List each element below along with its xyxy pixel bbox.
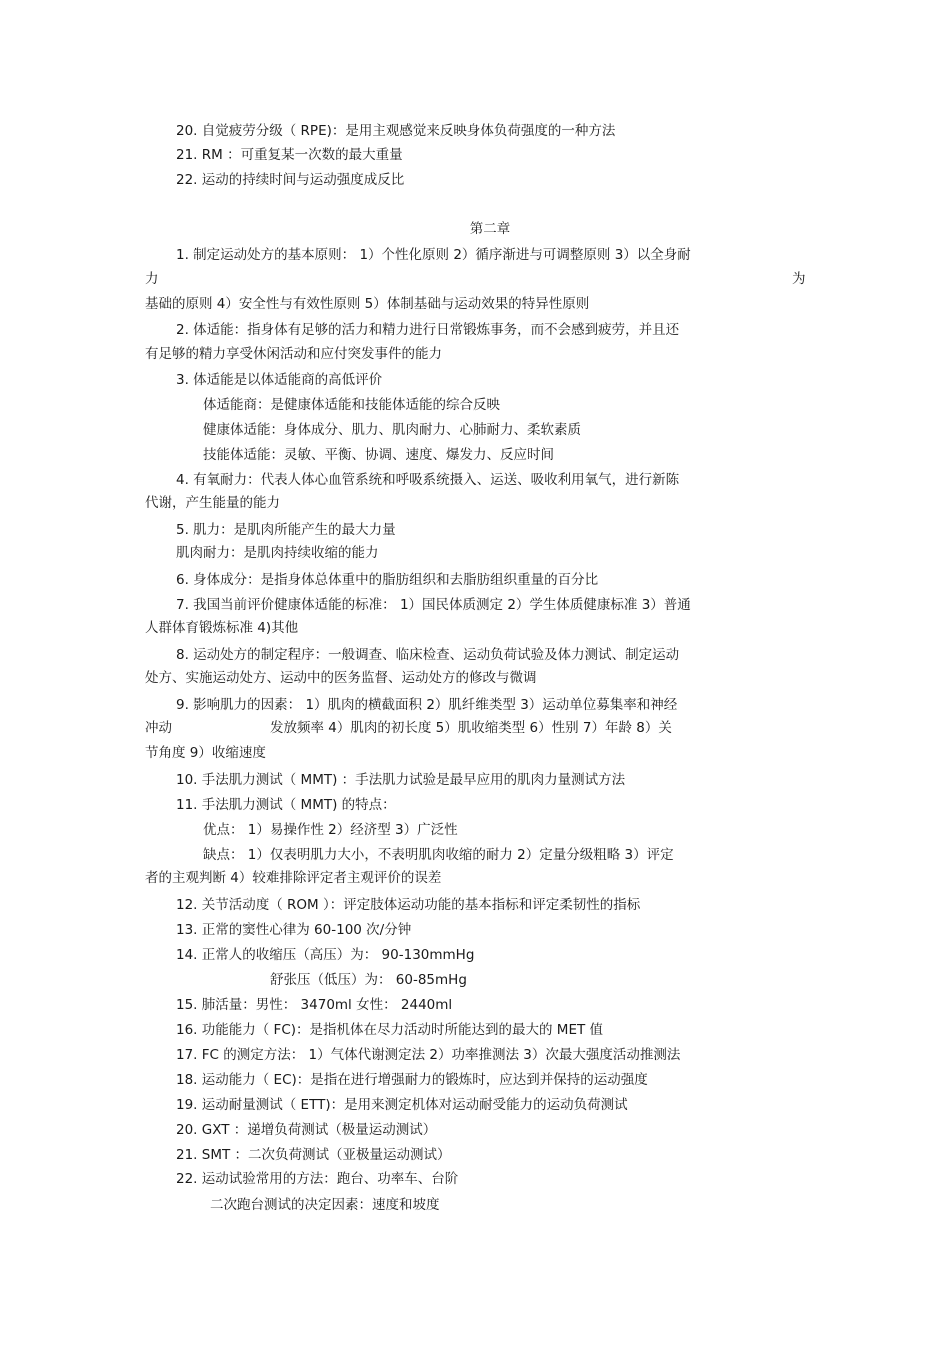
ch2-item-7-line-2: 人群体育锻炼标准 4)其他 — [145, 620, 299, 636]
ch2-item-9-line-2a: 冲动 — [145, 720, 172, 736]
ch2-item-7-line-1: 7. 我国当前评价健康体适能的标准： 1）国民体质测定 2）学生体质健康标准 3）普通 — [176, 597, 691, 613]
ch2-item-22: 22. 运动试验常用的方法：跑台、功率车、台阶 — [176, 1171, 459, 1187]
ch2-item-17: 17. FC 的测定方法： 1）气体代谢测定法 2）功率推测法 3）次最大强度活动推测法 — [176, 1047, 681, 1063]
ch2-item-10: 10. 手法肌力测试（ MMT) ：手法肌力试验是最早应用的肌肉力量测试方法 — [176, 772, 626, 788]
ch2-item-3-sub-2: 健康体适能：身体成分、肌力、肌肉耐力、心肺耐力、柔软素质 — [203, 422, 581, 438]
ch2-item-14: 14. 正常人的收缩压（高压）为： 90-130mmHg — [176, 947, 475, 963]
ch2-item-9-line-2b: 发放频率 4）肌肉的初长度 5）肌收缩类型 6）性别 7）年龄 8）关 — [270, 720, 672, 736]
ch2-item-12: 12. 关节活动度（ ROM ）：评定肢体运动功能的基本指标和评定柔韧性的指标 — [176, 897, 641, 913]
ch2-item-8-line-2: 处方、实施运动处方、运动中的医务监督、运动处方的修改与微调 — [145, 670, 537, 686]
ch2-item-18: 18. 运动能力（ EC)：是指在进行增强耐力的锻炼时，应达到并保持的运动强度 — [176, 1072, 648, 1088]
item-20-rpe: 20. 自觉疲劳分级（ RPE)：是用主观感觉来反映身体负荷强度的一种方法 — [176, 123, 616, 139]
ch2-item-4-line-1: 4. 有氧耐力：代表人体心血管系统和呼吸系统摄入、运送、吸收利用氧气，进行新陈 — [176, 472, 680, 488]
ch2-item-9-line-3: 节角度 9）收缩速度 — [145, 745, 266, 761]
ch2-item-21: 21. SMT ：二次负荷测试（亚极量运动测试） — [176, 1147, 451, 1163]
ch2-item-3-sub-1: 体适能商：是健康体适能和技能体适能的综合反映 — [203, 397, 500, 413]
ch2-item-11: 11. 手法肌力测试（ MMT) 的特点： — [176, 797, 396, 813]
ch2-item-3: 3. 体适能是以体适能商的高低评价 — [176, 372, 383, 388]
ch2-item-5-sub: 肌肉耐力：是肌肉持续收缩的能力 — [176, 545, 379, 561]
ch2-item-1-line-3: 基础的原则 4）安全性与有效性原则 5）体制基础与运动效果的特异性原则 — [145, 296, 590, 312]
ch2-item-11-cons-line-1: 缺点： 1）仅表明肌力大小，不表明肌肉收缩的耐力 2）定量分级粗略 3）评定 — [203, 847, 674, 863]
ch2-item-2-line-2: 有足够的精力享受休闲活动和应付突发事件的能力 — [145, 346, 442, 362]
ch2-item-6: 6. 身体成分：是指身体总体重中的脂肪组织和去脂肪组织重量的百分比 — [176, 572, 599, 588]
ch2-item-13: 13. 正常的窦性心律为 60-100 次/分钟 — [176, 922, 412, 938]
item-21-rm: 21. RM ：可重复某一次数的最大重量 — [176, 147, 403, 163]
ch2-item-1-line-2a: 力 — [145, 271, 159, 287]
ch2-item-19: 19. 运动耐量测试（ ETT)：是用来测定机体对运动耐受能力的运动负荷测试 — [176, 1097, 628, 1113]
ch2-item-1-line-2b: 为 — [792, 271, 806, 287]
ch2-item-14-sub: 舒张压（低压）为： 60-85mHg — [270, 972, 467, 988]
ch2-item-3-sub-3: 技能体适能：灵敏、平衡、协调、速度、爆发力、反应时间 — [203, 447, 554, 463]
item-22-duration: 22. 运动的持续时间与运动强度成反比 — [176, 172, 405, 188]
ch2-item-11-pros: 优点： 1）易操作性 2）经济型 3）广泛性 — [203, 822, 458, 838]
ch2-item-8-line-1: 8. 运动处方的制定程序：一般调查、临床检查、运动负荷试验及体力测试、制定运动 — [176, 647, 680, 663]
ch2-item-2-line-1: 2. 体适能：指身体有足够的活力和精力进行日常锻炼事务，而不会感到疲劳，并且还 — [176, 322, 680, 338]
ch2-item-15: 15. 肺活量：男性： 3470ml 女性： 2440ml — [176, 997, 453, 1013]
ch2-item-4-line-2: 代谢，产生能量的能力 — [145, 495, 280, 511]
ch2-item-9-line-1: 9. 影响肌力的因素： 1）肌肉的横截面积 2）肌纤维类型 3）运动单位募集率和神经 — [176, 697, 678, 713]
ch2-item-22-sub: 二次跑台测试的决定因素：速度和坡度 — [210, 1197, 440, 1213]
ch2-item-11-cons-line-2: 者的主观判断 4）较难排除评定者主观评价的误差 — [145, 870, 442, 886]
chapter-title: 第二章 — [469, 221, 511, 237]
ch2-item-16: 16. 功能能力（ FC)：是指机体在尽力活动时所能达到的最大的 MET 值 — [176, 1022, 604, 1038]
ch2-item-5: 5. 肌力：是肌肉所能产生的最大力量 — [176, 522, 396, 538]
ch2-item-20: 20. GXT ：递增负荷测试（极量运动测试） — [176, 1122, 437, 1138]
ch2-item-1-line-1: 1. 制定运动处方的基本原则： 1）个性化原则 2）循序渐进与可调整原则 3）以全身耐 — [176, 247, 691, 263]
